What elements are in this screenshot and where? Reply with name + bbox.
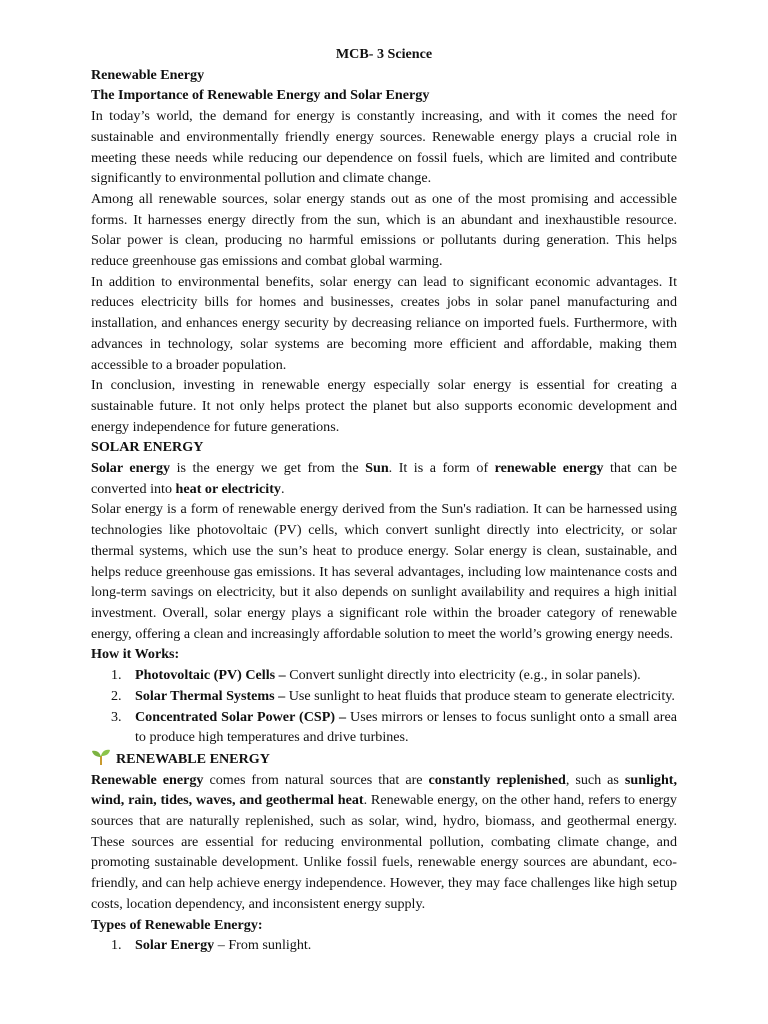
section-subheading: The Importance of Renewable Energy and Solar Energy — [91, 87, 430, 104]
paragraph: In today’s world, the demand for energy is constantly increasing, and with it comes the need for sustainable and environmentally friendly energy sources. Renewable energy plays a crucial role in meeting these needs while reducing our dependence on fossil fuels, which are limited and contribute significantly to environmental pollution and climate change. — [91, 108, 677, 187]
renewable-heading-row — [91, 748, 677, 770]
types-heading: Types of Renewable Energy: — [91, 916, 263, 933]
section-heading: Renewable Energy — [91, 66, 205, 83]
list-item — [91, 665, 677, 686]
list-number: 3. — [111, 708, 122, 725]
sprout-icon — [91, 748, 111, 766]
page-title: MCB- 3 Science — [335, 46, 433, 62]
paragraph: Among all renewable sources, solar energy stands out as one of the most promising and accessible forms. It harnesses energy directly from the sun, which is an abundant and inexhaustible resource. Solar power is clean, producing no harmful emissions or pollutants during generation. This helps reduce greenhouse gas emissions and combat global warming. — [91, 190, 677, 270]
bold-term: Solar energy — [91, 460, 171, 477]
types-list — [91, 935, 677, 956]
text-run: , such as — [565, 771, 625, 788]
bold-term: Sun — [365, 460, 389, 477]
solar-heading: SOLAR ENERGY — [91, 439, 204, 456]
list-number: 2. — [111, 687, 122, 704]
text-run: is the energy we get from the — [170, 460, 366, 477]
list-term: Photovoltaic (PV) Cells – — [135, 667, 286, 684]
bold-term: Renewable energy — [91, 771, 204, 788]
list-desc: – From sunlight. — [214, 937, 312, 954]
text-run: that can be converted into — [91, 460, 677, 497]
solar-definition — [91, 458, 677, 499]
list-term: Concentrated Solar Power (CSP) – — [135, 708, 347, 725]
bold-term: heat or electricity — [175, 480, 281, 497]
bold-term: constantly replenished — [428, 771, 566, 788]
text-run: comes from natural sources that are — [203, 771, 429, 788]
list-number: 1. — [111, 937, 122, 954]
list-item — [91, 686, 677, 707]
list-desc: Convert sunlight directly into electricity (e.g., in solar panels). — [285, 667, 641, 684]
paragraph: Solar energy is a form of renewable energy derived from the Sun's radiation. It can be harnessed using technologies like photovoltaic (PV) cells, which convert sunlight directly into electricity, or solar thermal systems, which use the sun’s heat to produce energy. Solar energy is clean, sustainable, and helps reduce greenhouse gas emissions. It has several advantages, including low maintenance costs and long-term savings on electricity, but it also depends on sunlight availability and requires a high initial investment. Overall, solar energy plays a significant role within the broader category of renewable energy, offering a clean and increasingly affordable solution to meet the world’s growing energy needs. — [91, 501, 677, 642]
how-it-works-heading: How it Works: — [91, 646, 180, 663]
bold-term: sunlight, wind, rain, tides, waves, and geothermal heat — [91, 771, 678, 809]
list-term: Solar Thermal Systems – — [135, 687, 286, 704]
paragraph: In addition to environmental benefits, solar energy can lead to significant economic advantages. It reduces electricity bills for homes and businesses, creates jobs in solar panel manufacturing and installation, and enhances energy security by decreasing reliance on imported fuels. Furthermore, with advances in technology, solar systems are becoming more efficient and affordable, making them accessible to a broader population. — [91, 273, 677, 373]
text-run: . Renewable energy, on the other hand, refers to energy sources that are naturally replenished, such as solar, wind, hydro, biomass, and geothermal energy. These sources are essential for reducing environmental pollution, combating climate change, and promoting sustainable development. Unlike fossil fuels, renewable energy sources are abundant, eco-friendly, and can help achieve energy independence. However, they may face challenges like high setup costs, location dependency, and inconsistent energy supply. — [91, 792, 677, 912]
list-desc: Uses mirrors or lenses to focus sunlight onto a small area to produce high temperatures and drive turbines. — [135, 708, 677, 746]
list-term: Solar Energy — [135, 937, 215, 954]
how-it-works-list — [91, 665, 677, 748]
bold-term: renewable energy — [494, 460, 604, 477]
list-number: 1. — [111, 667, 122, 684]
renewable-heading: RENEWABLE ENERGY — [116, 750, 270, 767]
paragraph: In conclusion, investing in renewable energy especially solar energy is essential for creating a sustainable future. It not only helps protect the planet but also supports economic development and energy independence for future generations. — [91, 377, 677, 435]
renewable-paragraph — [91, 770, 677, 915]
text-run: . It is a form of — [388, 460, 495, 477]
list-item — [91, 935, 677, 956]
text-run: . — [280, 480, 285, 497]
list-item — [91, 707, 677, 748]
list-desc: Use sunlight to heat fluids that produce steam to generate electricity. — [285, 687, 675, 704]
